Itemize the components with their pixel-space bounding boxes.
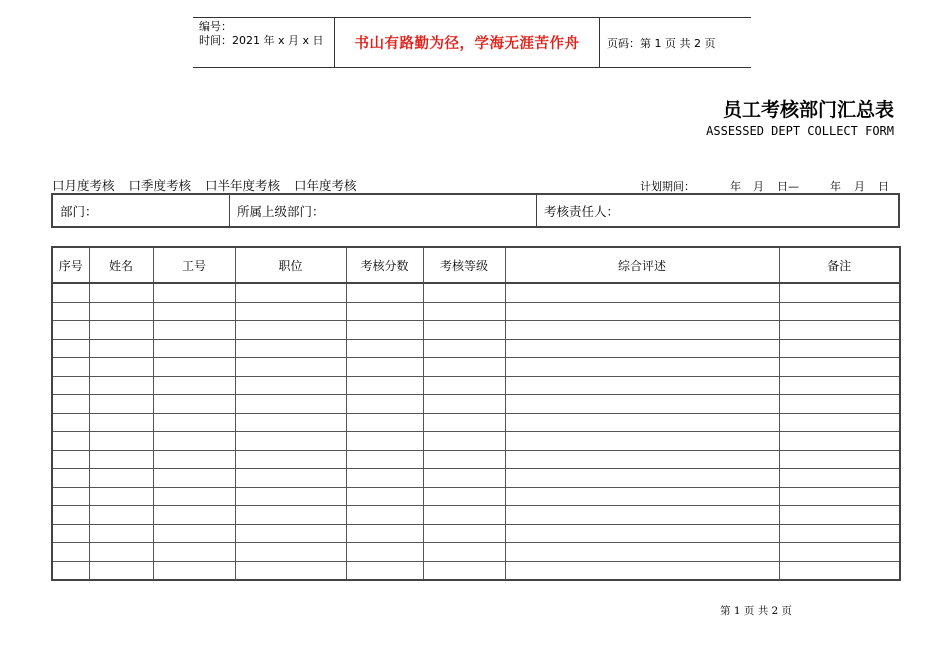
table-cell[interactable] xyxy=(779,543,900,562)
table-cell[interactable] xyxy=(89,302,153,321)
table-cell[interactable] xyxy=(423,395,505,414)
table-header-row xyxy=(52,247,900,283)
table-cell[interactable] xyxy=(779,395,900,414)
table-cell[interactable] xyxy=(346,506,423,525)
table-cell[interactable] xyxy=(52,469,89,488)
table-cell[interactable] xyxy=(505,543,779,562)
table-cell[interactable] xyxy=(779,524,900,543)
table-cell[interactable] xyxy=(505,487,779,506)
table-cell[interactable] xyxy=(89,487,153,506)
table-cell[interactable] xyxy=(153,469,235,488)
table-cell[interactable] xyxy=(505,506,779,525)
table-cell[interactable] xyxy=(89,339,153,358)
table-row xyxy=(52,413,900,432)
table-cell[interactable] xyxy=(89,283,153,302)
table-row xyxy=(52,283,900,302)
number-label: 编号： xyxy=(199,20,232,33)
table-cell[interactable] xyxy=(52,506,89,525)
table-cell[interactable] xyxy=(52,283,89,302)
table-cell[interactable] xyxy=(235,524,346,543)
table-cell[interactable] xyxy=(346,469,423,488)
table-row xyxy=(52,339,900,358)
table-cell[interactable] xyxy=(505,395,779,414)
table-cell[interactable] xyxy=(153,506,235,525)
plan-period xyxy=(640,178,889,194)
table-cell[interactable] xyxy=(235,469,346,488)
table-cell[interactable] xyxy=(52,302,89,321)
table-cell[interactable] xyxy=(505,450,779,469)
table-cell[interactable] xyxy=(89,321,153,340)
table-row xyxy=(52,469,900,488)
table-row xyxy=(52,376,900,395)
header-meta xyxy=(193,18,335,67)
table-row xyxy=(52,524,900,543)
table-cell[interactable] xyxy=(346,395,423,414)
table-row xyxy=(52,395,900,414)
table-cell[interactable] xyxy=(423,321,505,340)
table-cell[interactable] xyxy=(779,302,900,321)
table-cell[interactable] xyxy=(89,524,153,543)
table-cell[interactable] xyxy=(505,561,779,580)
table-row xyxy=(52,450,900,469)
table-cell[interactable] xyxy=(153,321,235,340)
option-quarterly[interactable]: 口季度考核 xyxy=(128,178,192,193)
col-header-name: 姓名 xyxy=(89,247,153,283)
table-cell[interactable] xyxy=(505,339,779,358)
plan-month-2: 月 xyxy=(854,180,865,193)
col-header-remarks: 备注 xyxy=(779,247,900,283)
col-header-position: 职位 xyxy=(235,247,346,283)
table-cell[interactable] xyxy=(52,543,89,562)
table-cell[interactable] xyxy=(52,561,89,580)
table-row xyxy=(52,543,900,562)
table-cell[interactable] xyxy=(153,543,235,562)
table-cell[interactable] xyxy=(89,432,153,451)
plan-year-1: 年 xyxy=(730,180,741,193)
table-cell[interactable] xyxy=(235,413,346,432)
table-cell[interactable] xyxy=(423,283,505,302)
col-header-score: 考核分数 xyxy=(346,247,423,283)
table-cell[interactable] xyxy=(52,450,89,469)
table-cell[interactable] xyxy=(52,321,89,340)
option-half-year[interactable]: 口半年度考核 xyxy=(205,178,281,193)
table-cell[interactable] xyxy=(52,358,89,377)
table-row xyxy=(52,432,900,451)
table-cell[interactable] xyxy=(423,358,505,377)
table-cell[interactable] xyxy=(346,450,423,469)
table-cell[interactable] xyxy=(779,321,900,340)
table-cell[interactable] xyxy=(346,432,423,451)
table-cell[interactable] xyxy=(505,469,779,488)
responsible-person-field[interactable]: 考核责任人： xyxy=(544,203,620,219)
table-cell[interactable] xyxy=(153,376,235,395)
table-row xyxy=(52,358,900,377)
table-cell[interactable] xyxy=(235,395,346,414)
time-label: 时间：2021 年 x 月 x 日 xyxy=(199,34,324,47)
col-header-comment: 综合评述 xyxy=(505,247,779,283)
assessment-type-options xyxy=(52,176,357,194)
table-cell[interactable] xyxy=(505,283,779,302)
table-body xyxy=(52,283,900,580)
table-cell[interactable] xyxy=(346,283,423,302)
page-indicator: 页码：第 1 页 共 2 页 xyxy=(607,36,716,50)
table-cell[interactable] xyxy=(235,543,346,562)
table-cell[interactable] xyxy=(346,321,423,340)
table-cell[interactable] xyxy=(779,450,900,469)
table-cell[interactable] xyxy=(346,543,423,562)
table-cell[interactable] xyxy=(52,487,89,506)
option-yearly[interactable]: 口年度考核 xyxy=(294,178,357,193)
table-cell[interactable] xyxy=(423,524,505,543)
table-cell[interactable] xyxy=(153,450,235,469)
department-field[interactable]: 部门： xyxy=(53,195,230,226)
table-cell[interactable] xyxy=(346,487,423,506)
table-cell[interactable] xyxy=(423,413,505,432)
page-footer: 第 1 页 共 2 页 xyxy=(720,605,793,617)
table-cell[interactable] xyxy=(52,432,89,451)
table-cell[interactable] xyxy=(235,561,346,580)
plan-day-dash: 日— xyxy=(777,180,799,193)
table-cell[interactable] xyxy=(346,302,423,321)
plan-label: 计划期间： xyxy=(640,180,695,193)
table-cell[interactable] xyxy=(153,524,235,543)
table-cell[interactable] xyxy=(779,358,900,377)
table-cell[interactable] xyxy=(235,450,346,469)
plan-day-2: 日 xyxy=(878,180,889,193)
table-cell[interactable] xyxy=(779,469,900,488)
table-cell[interactable] xyxy=(235,283,346,302)
parent-department-field[interactable]: 所属上级部门： xyxy=(230,195,537,226)
table-cell[interactable] xyxy=(346,358,423,377)
table-cell[interactable] xyxy=(89,561,153,580)
table-row xyxy=(52,561,900,580)
plan-month-1: 月 xyxy=(753,180,764,193)
page-subtitle: ASSESSED DEPT COLLECT FORM xyxy=(706,124,894,138)
table-cell[interactable] xyxy=(505,302,779,321)
table-cell[interactable] xyxy=(153,339,235,358)
page-title: 员工考核部门汇总表 xyxy=(722,99,894,121)
table-cell[interactable] xyxy=(235,376,346,395)
table-cell[interactable] xyxy=(235,321,346,340)
table-row xyxy=(52,487,900,506)
table-cell[interactable] xyxy=(346,413,423,432)
assessment-table xyxy=(51,246,901,581)
table-cell[interactable] xyxy=(89,413,153,432)
table-cell[interactable] xyxy=(423,302,505,321)
table-cell[interactable] xyxy=(505,524,779,543)
table-cell[interactable] xyxy=(779,432,900,451)
table-cell[interactable] xyxy=(779,506,900,525)
table-row xyxy=(52,506,900,525)
col-header-no: 序号 xyxy=(52,247,89,283)
table-cell[interactable] xyxy=(779,487,900,506)
table-cell[interactable] xyxy=(89,376,153,395)
table-cell[interactable] xyxy=(779,376,900,395)
table-cell[interactable] xyxy=(235,302,346,321)
table-cell[interactable] xyxy=(153,302,235,321)
table-cell[interactable] xyxy=(89,450,153,469)
table-cell[interactable] xyxy=(235,487,346,506)
table-cell[interactable] xyxy=(235,339,346,358)
table-cell[interactable] xyxy=(235,358,346,377)
table-cell[interactable] xyxy=(505,376,779,395)
col-header-employee-id: 工号 xyxy=(153,247,235,283)
motto: 书山有路勤为径，学海无涯苦作舟 xyxy=(335,18,600,67)
table-cell[interactable] xyxy=(52,395,89,414)
table-cell[interactable] xyxy=(423,339,505,358)
table-cell[interactable] xyxy=(423,561,505,580)
table-cell[interactable] xyxy=(153,413,235,432)
table-cell[interactable] xyxy=(346,524,423,543)
table-cell[interactable] xyxy=(779,561,900,580)
table-cell[interactable] xyxy=(153,561,235,580)
table-cell[interactable] xyxy=(153,432,235,451)
table-cell[interactable] xyxy=(89,543,153,562)
table-cell[interactable] xyxy=(52,376,89,395)
table-cell[interactable] xyxy=(346,376,423,395)
table-cell[interactable] xyxy=(505,358,779,377)
table-cell[interactable] xyxy=(235,506,346,525)
table-cell[interactable] xyxy=(235,432,346,451)
table-cell[interactable] xyxy=(423,376,505,395)
table-cell[interactable] xyxy=(89,358,153,377)
table-cell[interactable] xyxy=(423,432,505,451)
plan-year-2: 年 xyxy=(830,180,841,193)
table-cell[interactable] xyxy=(89,395,153,414)
table-row xyxy=(52,321,900,340)
department-info-box xyxy=(51,193,900,228)
table-cell[interactable] xyxy=(505,321,779,340)
table-cell[interactable] xyxy=(423,506,505,525)
table-cell[interactable] xyxy=(423,469,505,488)
table-cell[interactable] xyxy=(153,283,235,302)
table-cell[interactable] xyxy=(52,339,89,358)
table-cell[interactable] xyxy=(153,487,235,506)
table-cell[interactable] xyxy=(505,413,779,432)
table-cell[interactable] xyxy=(423,450,505,469)
table-cell[interactable] xyxy=(505,432,779,451)
table-cell[interactable] xyxy=(89,506,153,525)
table-cell[interactable] xyxy=(779,413,900,432)
table-cell[interactable] xyxy=(423,543,505,562)
table-cell[interactable] xyxy=(423,487,505,506)
table-cell[interactable] xyxy=(346,339,423,358)
table-cell[interactable] xyxy=(153,395,235,414)
table-row xyxy=(52,302,900,321)
table-cell[interactable] xyxy=(89,469,153,488)
document-header xyxy=(193,17,751,68)
option-monthly[interactable]: 口月度考核 xyxy=(52,178,115,193)
table-cell[interactable] xyxy=(52,413,89,432)
table-cell[interactable] xyxy=(52,524,89,543)
table-cell[interactable] xyxy=(779,339,900,358)
table-cell[interactable] xyxy=(779,283,900,302)
col-header-grade: 考核等级 xyxy=(423,247,505,283)
table-cell[interactable] xyxy=(153,358,235,377)
table-cell[interactable] xyxy=(346,561,423,580)
